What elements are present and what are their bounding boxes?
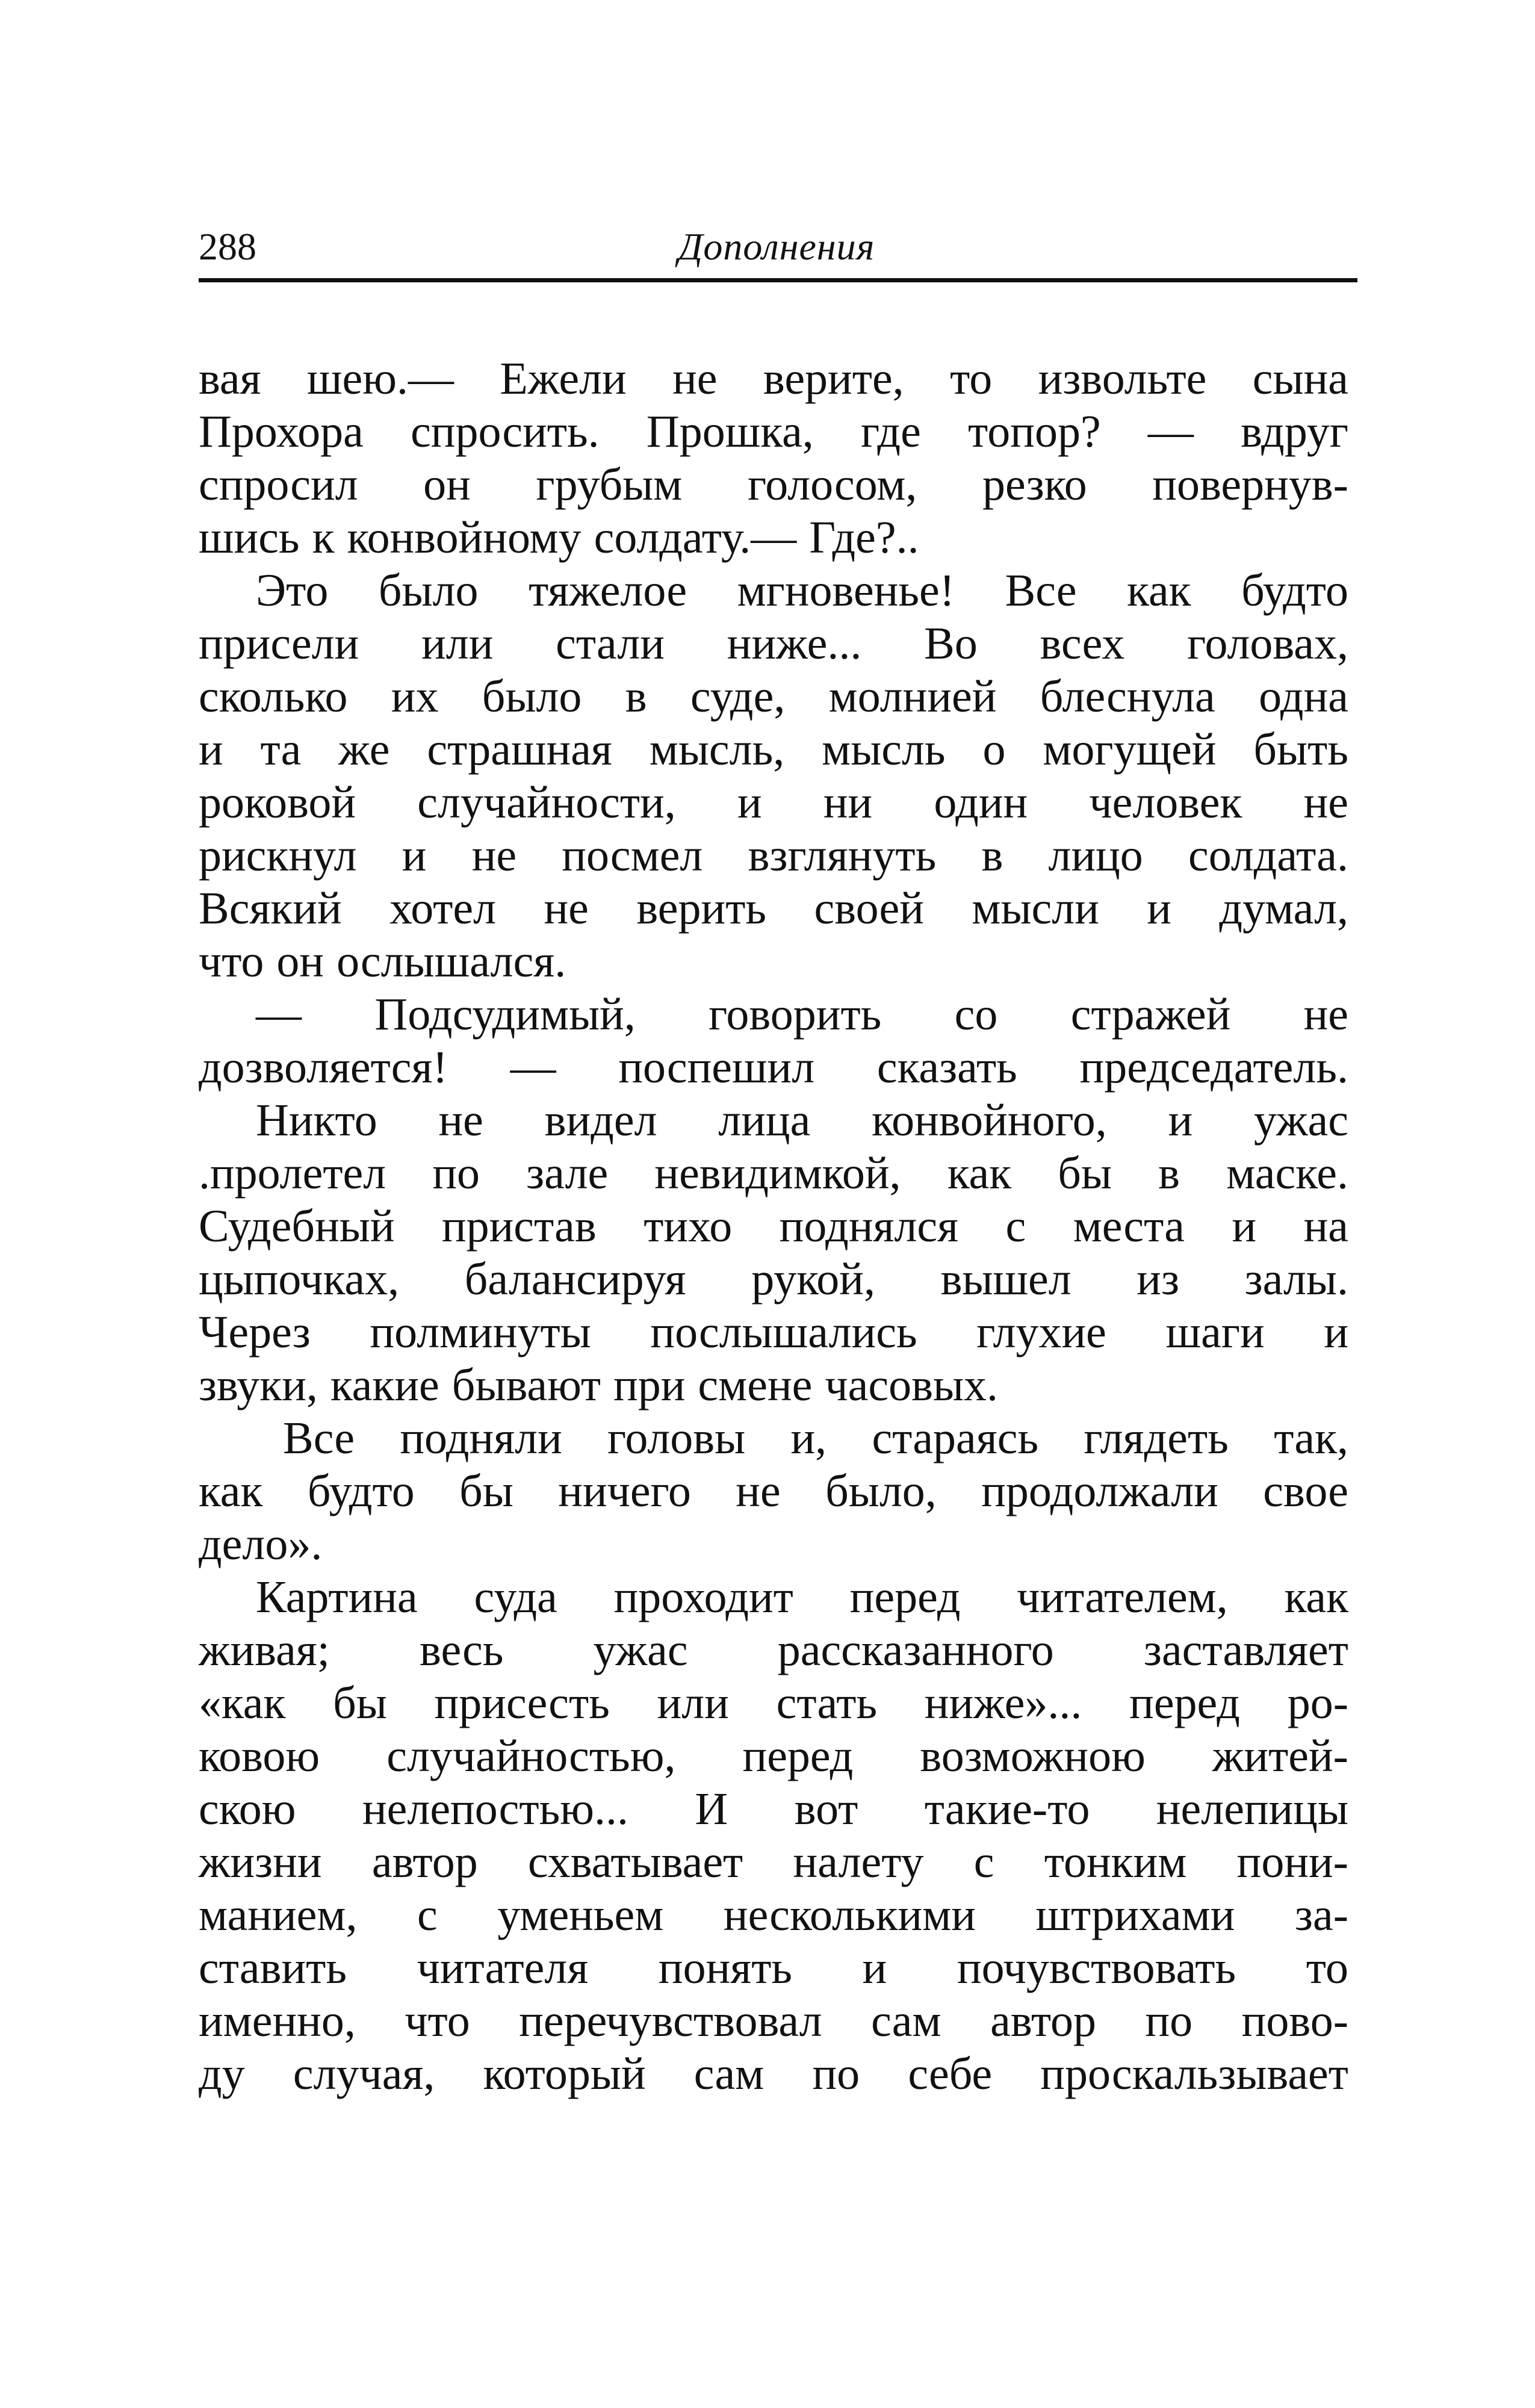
text-line: — Подсудимый, говорить со стражей не — [256, 989, 1348, 1040]
page-number: 288 — [199, 225, 256, 268]
text-line: Это было тяжелое мгновенье! Все как будто — [256, 565, 1348, 616]
header-rule — [199, 278, 1357, 282]
text-line: Никто не видел лица конвойного, и ужас — [256, 1095, 1348, 1146]
text-line: манием, с уменьем несколькими штрихами за- — [199, 1890, 1348, 1940]
text-line: Все подняли головы и, стараясь глядеть так, — [283, 1413, 1348, 1463]
text-line: Судебный пристав тихо поднялся с места и на — [199, 1201, 1348, 1252]
text-line: именно, что перечувствовал сам автор по пово- — [199, 1996, 1348, 2046]
text-line: шись к конвойному солдату.— Где?.. — [199, 512, 919, 563]
text-line: ду случая, который сам по себе проскальзывает — [199, 2049, 1348, 2099]
page-header — [199, 223, 1354, 277]
text-line: присели или стали ниже... Во всех головах, — [199, 618, 1348, 669]
text-line: и та же страшная мысль, мысль о могущей быть — [199, 724, 1348, 775]
text-line: Всякий хотел не верить своей мысли и думал, — [199, 883, 1348, 934]
text-line: вая шею.— Ежели не верите, то извольте сына — [199, 353, 1348, 404]
text-line: ставить читателя понять и почувствовать то — [199, 1943, 1348, 1993]
text-line: жизни автор схватывает налету с тонким пони- — [199, 1837, 1348, 1887]
text-line: звуки, какие бывают при смене часовых. — [199, 1360, 999, 1410]
text-line: сколько их было в суде, молнией блеснула одна — [199, 671, 1348, 722]
text-line: что он ослышался. — [199, 936, 566, 987]
text-line: дозволяется! — поспешил сказать председатель. — [199, 1042, 1348, 1093]
text-line: рискнул и не посмел взглянуть в лицо солдата. — [199, 830, 1348, 881]
text-line: «как бы присесть или стать ниже»... перед ро- — [199, 1678, 1348, 1728]
text-line: Картина суда проходит перед читателем, как — [256, 1572, 1348, 1622]
text-line: спросил он грубым голосом, резко повернув- — [199, 459, 1348, 510]
running-head: Дополнения — [678, 225, 875, 268]
text-line: живая; весь ужас рассказанного заставляет — [199, 1625, 1348, 1675]
text-line: цыпочках, балансируя рукой, вышел из залы. — [199, 1254, 1348, 1305]
text-line: .пролетел по зале невидимкой, как бы в маске. — [199, 1148, 1348, 1199]
text-line: Через полминуты послышались глухие шаги и — [199, 1307, 1348, 1358]
text-line: роковой случайности, и ни один человек не — [199, 777, 1348, 828]
body-text — [199, 352, 1348, 2100]
text-line: скою нелепостью... И вот такие-то нелепицы — [199, 1784, 1348, 1834]
text-line: ковою случайностью, перед возможною житей- — [199, 1731, 1348, 1781]
text-line: как будто бы ничего не было, продолжали свое — [199, 1466, 1348, 1516]
text-line: Прохора спросить. Прошка, где топор? — вдруг — [199, 406, 1348, 457]
text-line: дело». — [199, 1519, 323, 1569]
